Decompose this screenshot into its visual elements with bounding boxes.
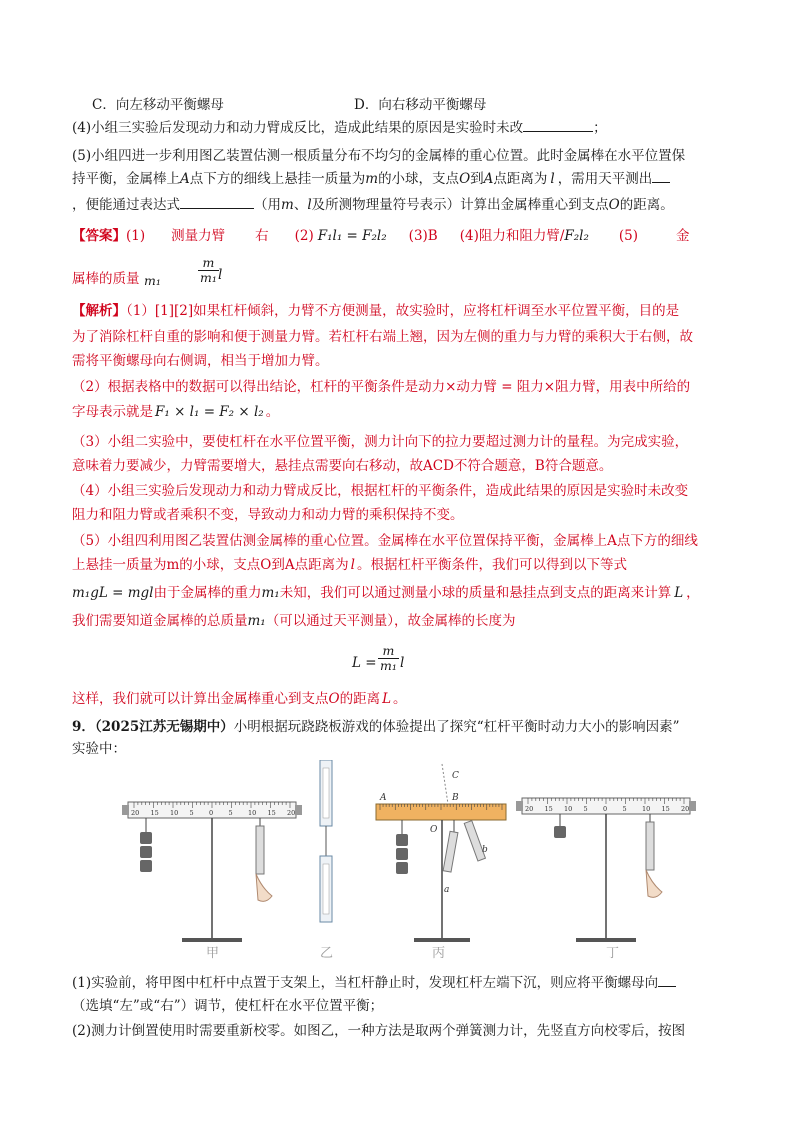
analysis-line-6 [72, 431, 732, 453]
caption-bing: 丙 [432, 946, 446, 961]
equation: F₁ × l₁ = F₂ × l₂ [155, 404, 264, 420]
question-text: （选填“左”或“右”）调节，使杠杆在水平位置平衡； [72, 998, 384, 1014]
equation: m₁gL = mgl [72, 585, 154, 601]
tick-label: 10 [564, 805, 573, 813]
analysis-text: （5）小组四利用图乙装置估测金属棒的重心位置。金属棒在水平位置保持平衡，金属棒上A点下方的细线 [72, 533, 698, 549]
question-text: 小明根据玩跷跷板游戏的体验提出了探究“杠杆平衡时动力大小的影响因素” [233, 719, 680, 735]
text-seg: 持平衡，金属棒上 [72, 171, 180, 187]
tick-label: 10 [170, 809, 179, 817]
punct: ， [686, 585, 700, 601]
var-l: L [674, 585, 684, 601]
analysis-text: 我们需要知道金属棒的总质量 [72, 613, 248, 629]
text-seg: ，便能通过表达式 [72, 197, 180, 213]
var-o: O [608, 197, 620, 213]
question-5-line-2 [72, 168, 732, 190]
var-m1: m₁ [261, 585, 280, 601]
question-5-line-1 [72, 145, 732, 167]
answer-part: (4)阻力和阻力臂/ [459, 228, 565, 244]
label-b: B [452, 793, 459, 803]
analysis-line-8 [72, 480, 732, 502]
answer-part: 测量力臂 [171, 228, 226, 244]
var-l: l [350, 557, 355, 573]
option-d: D．向右移动平衡螺母 [354, 97, 487, 113]
tick-label: 20 [681, 805, 690, 813]
tick-label: 15 [661, 805, 670, 813]
analysis-text: 未知，我们可以通过测量小球的质量和悬挂点到支点的距离来计算 [279, 585, 672, 601]
figure-yi [320, 760, 332, 922]
figure-bing [376, 764, 506, 942]
caption-ding: 丁 [606, 946, 620, 961]
var-l: l [218, 267, 223, 283]
var-o: O [328, 691, 340, 707]
analysis-text: 意味着力要减少，力臂需要增大，悬挂点需要向右移动，故ACD不符合题意，B符合题意。 [72, 458, 613, 474]
question-source: （2025江苏无锡期中） [94, 719, 234, 735]
equation: F₁l₁ = F₂l₂ [317, 228, 387, 244]
answer-part: 属棒的质量 [72, 271, 140, 287]
analysis-text: 由于金属棒的重力 [153, 585, 262, 601]
text-seg: 及所测物理量符号表示）计算出金属棒重心到支点 [311, 197, 609, 213]
tick-label: 15 [544, 805, 553, 813]
figure-jia [122, 802, 302, 942]
label-o: O [430, 825, 438, 835]
answer-label: 【答案】 [72, 228, 126, 244]
punct: 。 [265, 404, 280, 420]
answer-blank [180, 194, 254, 209]
analysis-label: 【解析】 [72, 303, 126, 319]
option-row [72, 94, 732, 116]
analysis-text: （2）根据表格中的数据可以得出结论，杠杆的平衡条件是动力×动力臂 = 阻力×阻力臂，用表中所给的 [72, 379, 691, 395]
text-seg: 点距离为 [493, 171, 548, 187]
analysis-text: （4）小组三实验后发现动力和动力臂成反比，根据杠杆的平衡条件，造成此结果的原因是实验时未改变 [72, 483, 689, 499]
answer-part: (1) [126, 228, 146, 244]
text-seg: （用 [254, 197, 281, 213]
tick-label: 10 [642, 805, 651, 813]
caption-jia: 甲 [206, 946, 220, 961]
analysis-line-5 [72, 401, 732, 423]
var-l: l [307, 197, 312, 213]
answer-part: (5) [618, 228, 639, 244]
analysis-line-4 [72, 376, 732, 398]
tick-label: 15 [267, 809, 276, 817]
text-seg: ，需用天平测出 [557, 171, 653, 187]
numerator: m [378, 644, 399, 659]
question-4-line [72, 117, 732, 139]
analysis-text: 上悬挂一质量为m的小球，支点O到A点距离为 [72, 557, 349, 573]
var-l: l [400, 655, 405, 671]
analysis-text: （1）[1][2]如果杠杆倾斜，力臂不方便测量，故实验时，应将杠杆调至水平位置平衡，目的是 [126, 303, 680, 319]
analysis-line-15 [72, 688, 732, 710]
question-9-line-1 [72, 716, 732, 738]
formula-lhs: L = [352, 655, 377, 671]
tick-label: 5 [228, 809, 233, 817]
var-a: A [180, 171, 190, 187]
tick-label: 15 [150, 809, 159, 817]
analysis-text: 这样，我们就可以计算出金属棒重心到支点 [72, 691, 329, 707]
var-m: m [281, 197, 294, 213]
var-a: A [483, 171, 494, 187]
tick-label: 5 [189, 809, 194, 817]
denominator: m₁ [200, 270, 217, 285]
answer-blank [658, 972, 676, 987]
label-a: A [380, 793, 387, 803]
formula-line [72, 640, 732, 682]
question-5-line-3 [72, 194, 732, 216]
question-9-part-1b [72, 995, 732, 1017]
analysis-line-3 [72, 350, 732, 372]
tick-label: 5 [622, 805, 627, 813]
answer-line-2 [72, 252, 732, 292]
figure-ding [516, 798, 696, 942]
question-text: (2)测力计倒置使用时需要重新校零。如图乙，一种方法是取两个弹簧测力计，先竖直方向校零后，按图 [72, 1023, 686, 1039]
analysis-line-2 [72, 326, 732, 348]
analysis-text: （可以通过天平测量），故金属棒的长度为 [265, 613, 516, 629]
analysis-text: 。根据杠杆平衡条件，我们可以得到以下等式 [356, 557, 627, 573]
punct: 。 [393, 691, 407, 707]
analysis-text: 的距离 [339, 691, 381, 707]
numerator: m [198, 256, 219, 271]
caption-yi: 乙 [320, 946, 334, 961]
answer-line-1 [72, 225, 732, 247]
question-text: (1)实验前，将甲图中杠杆中点置于支架上，当杠杆静止时，发现杠杆左端下沉，则应将平衡螺母向 [72, 975, 659, 991]
analysis-text: 字母表示就是 [72, 404, 153, 420]
analysis-line-7 [72, 455, 732, 477]
denominator: m₁ [380, 658, 397, 673]
answer-part: (3)B [408, 228, 438, 244]
answer-part: 金 [676, 228, 690, 244]
tick-label: 0 [603, 805, 608, 813]
var-m1: m₁ [247, 613, 266, 629]
question-text: 实验中： [72, 741, 126, 757]
label-a-small: a [444, 885, 450, 895]
option-c: C．向左移动平衡螺母 [92, 97, 224, 113]
text-seg: 、 [293, 197, 308, 213]
tick-label: 20 [131, 809, 140, 817]
analysis-text: （3）小组二实验中，要使杠杆在水平位置平衡，测力计向下的拉力要超过测力计的量程。为完成实验， [72, 434, 689, 450]
equation: F₂l₂ [564, 228, 589, 244]
var-l: l [550, 171, 555, 187]
punct: ； [593, 120, 607, 136]
var-o: O [459, 171, 471, 187]
question-4-text: (4)小组三实验后发现动力和动力臂成反比，造成此结果的原因是实验时未改 [72, 120, 524, 136]
question-9-part-1 [72, 972, 732, 994]
var-m: m [365, 171, 379, 187]
analysis-line-10 [72, 530, 732, 552]
fraction [378, 644, 399, 673]
tick-label: 20 [287, 809, 296, 817]
label-c: C [452, 771, 459, 781]
text-seg: 的小球，支点 [378, 171, 460, 187]
text-seg: 到 [470, 171, 484, 187]
text-seg: 的距离。 [619, 197, 674, 213]
analysis-text: 为了消除杠杆自重的影响和便于测量力臂。若杠杆右端上翘，因为左侧的重力与力臂的乘积大于右侧，故 [72, 329, 693, 345]
answer-blank [652, 168, 670, 183]
analysis-line-9 [72, 504, 732, 526]
var-l: L [382, 691, 392, 707]
text-seg: 点下方的细线上悬挂一质量为 [189, 171, 366, 187]
question-9-part-2 [72, 1020, 732, 1042]
analysis-line-1 [72, 300, 732, 322]
tick-label: 5 [583, 805, 588, 813]
answer-part: 右 [255, 228, 269, 244]
tick-label: 20 [525, 805, 534, 813]
tick-label: 0 [209, 809, 214, 817]
lever-figures [120, 760, 700, 970]
answer-part: (2) [294, 228, 314, 244]
analysis-text: 阻力和阻力臂或者乘积不变，导致动力和动力臂的乘积保持不变。 [72, 507, 464, 523]
analysis-line-11 [72, 554, 732, 576]
fraction [198, 256, 219, 285]
label-b-small: b [482, 845, 488, 855]
tick-label: 10 [248, 809, 257, 817]
question-5-text: (5)小组四进一步利用图乙装置估测一根质量分布不均匀的金属棒的重心位置。此时金属棒在水平位置保 [72, 148, 686, 164]
answer-blank [523, 117, 593, 132]
analysis-line-13 [72, 610, 732, 632]
question-number: 9． [72, 719, 95, 735]
var-m1: m₁ [144, 273, 161, 288]
analysis-text: 需将平衡螺母向右侧调，相当于增加力臂。 [72, 353, 329, 369]
question-9-line-2 [72, 738, 732, 760]
analysis-line-12 [72, 582, 732, 604]
